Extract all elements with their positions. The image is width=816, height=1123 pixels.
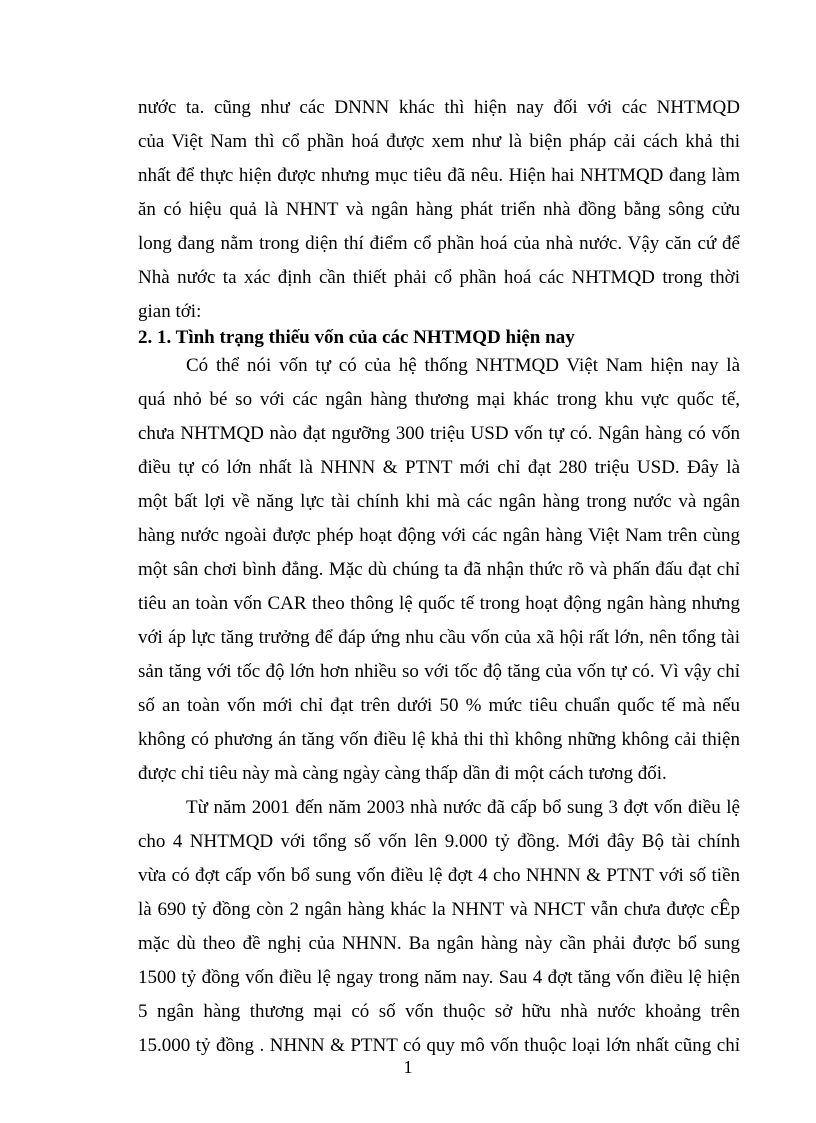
text-line-18: sản tăng với tốc độ lớn hơn nhiều so với tốc độ tăng của vốn tự có. Vì vậy chỉ bbox=[138, 661, 740, 682]
text-line-10: quá nhỏ bé so với các ngân hàng thương mại khác trong khu vực quốc tế, bbox=[138, 389, 740, 410]
text-line-25: là 690 tỷ đồng còn 2 ngân hàng khác la NHNT và NHCT vẫn chưa được cÊp bbox=[138, 899, 740, 920]
section-heading: 2. 1. Tình trạng thiếu vốn của các NHTMQD hiện nay bbox=[138, 327, 575, 348]
text-line-22: Từ năm 2001 đến năm 2003 nhà nước đã cấp bổ sung 3 đợt vốn điều lệ bbox=[186, 797, 740, 818]
text-line-7: gian tới: bbox=[138, 301, 202, 322]
text-line-17: với áp lực tăng trưởng để đáp ứng nhu cầu vốn của xã hội rất lớn, nên tổng tài bbox=[138, 627, 740, 648]
text-line-29: 15.000 tỷ đồng . NHNN & PTNT có quy mô vốn thuộc loại lớn nhất cũng chỉ bbox=[138, 1035, 740, 1056]
text-line-14: hàng nước ngoài được phép hoạt động với các ngân hàng Việt Nam trên cùng bbox=[138, 525, 740, 546]
text-line-2: của Việt Nam thì cổ phần hoá được xem như là biện pháp cải cách khả thi bbox=[138, 131, 740, 152]
text-line-12: điều tự có lớn nhất là NHNN & PTNT mới chỉ đạt 280 triệu USD. Đây là bbox=[138, 457, 740, 478]
text-line-11: chưa NHTMQD nào đạt ngưỡng 300 triệu USD vốn tự có. Ngân hàng có vốn bbox=[138, 423, 740, 444]
text-line-15: một sân chơi bình đẳng. Mặc dù chúng ta đã nhận thức rõ và phấn đấu đạt chỉ bbox=[138, 559, 740, 580]
text-line-16: tiêu an toàn vốn CAR theo thông lệ quốc tế trong hoạt động ngân hàng nhưng bbox=[138, 593, 740, 614]
text-line-9: Có thể nói vốn tự có của hệ thống NHTMQD Việt Nam hiện nay là bbox=[186, 355, 740, 376]
text-line-6: Nhà nước ta xác định cần thiết phải cổ phần hoá các NHTMQD trong thời bbox=[138, 267, 740, 288]
text-line-26: mặc dù theo đề nghị của NHNN. Ba ngân hàng này cần phải được bổ sung bbox=[138, 933, 740, 954]
text-line-28: 5 ngân hàng thương mại có số vốn thuộc sở hữu nhà nước khoảng trên bbox=[138, 1001, 740, 1022]
text-line-13: một bất lợi về năng lực tài chính khi mà các ngân hàng trong nước và ngân bbox=[138, 491, 740, 512]
text-line-4: ăn có hiệu quả là NHNT và ngân hàng phát triển nhà đồng bằng sông cửu bbox=[138, 199, 740, 220]
text-line-20: không có phương án tăng vốn điều lệ khả thi thì không những không cải thiện bbox=[138, 729, 740, 750]
text-line-24: vừa có đợt cấp vốn bổ sung vốn điều lệ đợt 4 cho NHNN & PTNT với số tiền bbox=[138, 865, 740, 886]
page-number: 1 bbox=[403, 1057, 413, 1077]
text-line-3: nhất để thực hiện được nhưng mục tiêu đã nêu. Hiện hai NHTMQD đang làm bbox=[138, 165, 740, 186]
text-line-1: nước ta. cũng như các DNNN khác thì hiện nay đối với các NHTMQD bbox=[138, 97, 740, 118]
text-line-23: cho 4 NHTMQD với tổng số vốn lên 9.000 tỷ đồng. Mới đây Bộ tài chính bbox=[138, 831, 740, 852]
text-line-21: được chỉ tiêu này mà càng ngày càng thấp dần đi một cách tương đối. bbox=[138, 763, 667, 784]
text-line-27: 1500 tỷ đồng vốn điều lệ ngay trong năm nay. Sau 4 đợt tăng vốn điều lệ hiện bbox=[138, 967, 740, 988]
text-line-19: số an toàn vốn mới chỉ đạt trên dưới 50 % mức tiêu chuẩn quốc tế mà nếu bbox=[138, 695, 740, 716]
text-line-5: long đang nằm trong diện thí điểm cổ phần hoá của nhà nước. Vậy căn cứ để bbox=[138, 233, 740, 254]
